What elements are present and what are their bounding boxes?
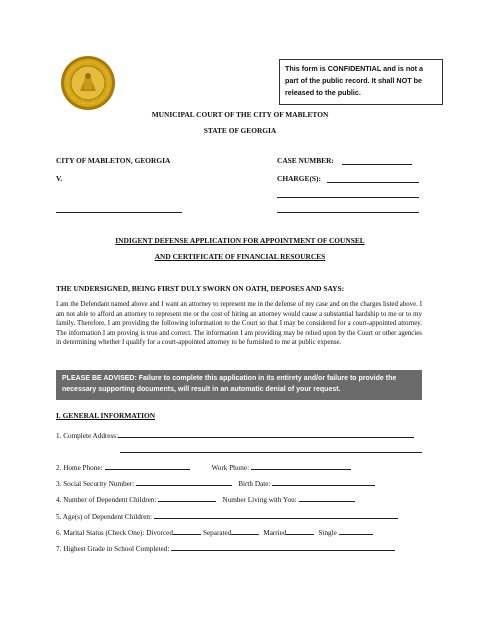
plaintiff-caption: CITY OF MABLETON, GEORGIA [56,156,171,165]
address-field: 1. Complete Address: [56,430,414,440]
oath-heading: THE UNDERSIGNED, BEING FIRST DULY SWORN ON OATH, DEPOSES AND SAYS: [56,284,345,293]
separated-line[interactable] [231,527,259,535]
birth-date-line[interactable] [272,478,375,486]
grade-line[interactable] [171,543,395,551]
charges-line-2[interactable] [277,197,419,198]
divorced-line[interactable] [173,527,201,535]
advisory-banner: PLEASE BE ADVISED: Failure to complete this application in its entirety and/or failure to provide the necessary supporting documents, will result in an automatic denial of your request. [56,370,422,400]
dependents-field: 4. Number of Dependent Children: Number Living with You: [56,494,355,504]
living-with-line[interactable] [299,494,355,502]
married-line[interactable] [286,527,314,535]
dependents-line[interactable] [158,494,216,502]
address-line-1[interactable] [118,430,414,438]
ages-line[interactable] [154,511,398,519]
versus-label: V. [56,174,63,183]
ages-field: 5. Age(s) of Dependent Children: [56,511,398,521]
ssn-line[interactable] [136,478,232,486]
home-phone-line[interactable] [105,462,190,470]
defendant-name-line[interactable] [56,212,182,213]
court-name: MUNICIPAL COURT OF THE CITY OF MABLETON [151,110,329,119]
application-subtitle: AND CERTIFICATE OF FINANCIAL RESOURCES [154,252,326,261]
ssn-field: 3. Social Security Number: Birth Date: [56,478,375,488]
case-number-line[interactable] [342,164,412,165]
section-heading: I. GENERAL INFORMATION [56,411,156,420]
state-name: STATE OF GEORGIA [203,126,277,135]
oath-paragraph: I am the Defendant named above and I want an attorney to represent me in the defense of my case and on the charges listed above. I am not able to afford an attorney to represent me or the cost of hiring an attorney would cause a substantial hardship to me or to my family. Therefore, I am providing the following information to the Court so that I may be considered for a court-appointed attorney. The information I am proving is true and correct. The information I am providing may be relied upon by the Court or other agencies in determining whether I qualify for a court-appointed attorney to be furnished to me at public expense. [56,301,422,347]
charges-line-1[interactable] [327,182,419,183]
charges-line-3[interactable] [277,212,419,213]
grade-field: 7. Highest Grade in School Completed: [56,543,395,553]
confidential-notice: This form is CONFIDENTIAL and is not a part of the public record. It shall NOT be released to the public. [279,59,443,105]
work-phone-line[interactable] [251,462,351,470]
address-line-2[interactable] [120,452,422,453]
phone-field: 2. Home Phone: Work Phone: [56,462,351,472]
case-number-label: CASE NUMBER: [277,156,334,165]
marital-field: 6. Marital Status (Check One): Divorced Separated Married Single [56,527,373,537]
application-title: INDIGENT DEFENSE APPLICATION FOR APPOINTMENT OF COUNSEL [115,236,365,245]
city-seal-icon [60,55,116,111]
charges-label: CHARGE(S): [277,174,321,183]
single-line[interactable] [339,527,373,535]
